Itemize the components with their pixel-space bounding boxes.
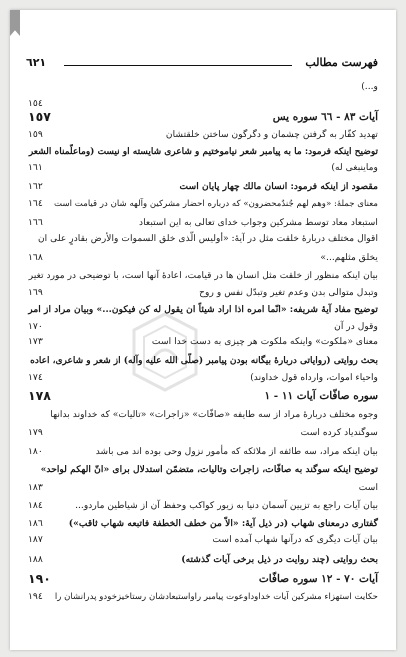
book-page xyxy=(10,10,396,650)
entry-title: توضيح اينكه فرمود: ما به پيامبر شعر نياموختيم و شاعرى شايسته او نيست (وماعلّمناه الشعر xyxy=(28,147,378,157)
entry-title: توضيح مفاد آيۀ شريفه: «انّما امره اذا اراد شيئاً ان يقول له كن فيكون...» وبيان مراد از امر xyxy=(28,304,378,315)
entry-title: معناى «ملكوت» واينكه ملكوت هر چيزى به دست خدا است xyxy=(151,336,378,347)
entry-title: واحياء اموات، وارداه قول خداوند) xyxy=(250,372,378,383)
toc-entry[interactable] xyxy=(28,231,378,247)
entry-page-number: ١٨٦ xyxy=(28,518,43,529)
entry-title: است xyxy=(358,482,378,493)
toc-entry[interactable] xyxy=(28,370,378,386)
entry-page-number: ١٧٠ xyxy=(28,321,43,332)
entry-title: گفتارى درمعناى شهاب (در ذيل آيۀ: «الاّ من خطف الخطفة فاتبعه شهاب ثاقب») xyxy=(68,518,378,529)
toc-entry[interactable] xyxy=(28,144,378,160)
entry-page-number: ١٨٤ xyxy=(28,500,43,511)
toc-entry[interactable] xyxy=(28,179,378,195)
entry-page-number: ١٨٠ xyxy=(28,446,43,457)
entry-page-number: ١٦١ xyxy=(28,162,43,173)
entry-title: تهديد كفّار به گرفتن چشمان و دگرگون ساختن خلقتشان xyxy=(165,129,378,140)
entry-title: معناى جملۀ: «وهم لهم جُندٌمحضرون» كه درباره احضار مشركين وآلهه شان در قيامت است xyxy=(54,199,378,209)
toc-entry[interactable] xyxy=(28,516,378,532)
entry-page-number: ١٩٤ xyxy=(28,591,43,602)
entry-title: توضيح اينكه سوگند به صافّات، زاجرات وتاليات، متضمّن استدلال براى «انّ الهكم لواحد» xyxy=(40,464,378,475)
bookmark-icon[interactable] xyxy=(10,10,20,36)
entry-title: بيان آيات ديگرى كه درآنها شهاب آمده است xyxy=(212,534,378,545)
entry-page-number: ١٦٢ xyxy=(28,181,43,192)
toc-entry[interactable] xyxy=(28,480,378,496)
entry-title: سوگندياد كرده است xyxy=(300,427,378,438)
entry-title: استبعاد معاد توسط مشركين وجواب خداى تعالى به اين استبعاد xyxy=(139,217,378,228)
entry-title: وتبدل متوالى بدن وعدم تغير وتبدّل نفس و روح xyxy=(199,287,378,298)
entry-title: وجوه مختلف دربارۀ مراد از سه طايفه «صافّات» «زاجرات» «تاليات» كه خداوند بدانها xyxy=(50,409,378,420)
toc-entry[interactable] xyxy=(28,353,378,369)
entry-title: مقصود از اينكه فرمود: انسان مالك چهار پايان است xyxy=(179,181,378,192)
entry-page-number: ١٧٨ xyxy=(28,388,51,403)
toc-entry[interactable] xyxy=(28,407,378,423)
entry-title: بيان آيات راجع به تزيين آسمان دنيا به زيور كواكب وحفظ آن از شياطين ماردو... xyxy=(75,500,378,511)
entry-title: بيان اينكه منظور از خلقت مثل انسان ها در قيامت، اعادۀ آنها است، با توضيحى در مورد تغير xyxy=(28,270,378,281)
entry-page-number: ١٧٤ xyxy=(28,372,43,383)
toc-entry[interactable] xyxy=(28,334,378,350)
toc-entry[interactable] xyxy=(28,498,378,514)
toc-entry[interactable] xyxy=(28,444,378,460)
entry-title: اقوال مختلف دربارۀ خلقت مثل در آيۀ: «أوليس الّذى خلق السموات والأرض بقادرٍ على ان xyxy=(37,233,378,244)
toc-entry[interactable] xyxy=(28,79,378,95)
entry-page-number: ١٨٣ xyxy=(28,482,43,493)
section-heading-row[interactable] xyxy=(28,109,378,125)
toc-entry[interactable] xyxy=(28,319,378,335)
entry-title: حكايت استهزاء مشركين آيات خداوداوعوت پيامبر راواستبعادشان رستاخيزخودو پدرانشان را xyxy=(54,592,378,602)
section-heading-row[interactable] xyxy=(28,571,378,587)
toc-entry[interactable] xyxy=(28,160,378,176)
toc-entry[interactable] xyxy=(28,196,378,212)
entry-title: وقول در آن xyxy=(334,321,378,332)
page-number: ٦٢١ xyxy=(26,56,47,69)
page-header xyxy=(26,56,378,70)
entry-title: سوره صافّات آيات ١١ - ١ xyxy=(264,390,378,402)
entry-title: وماينبغى له) xyxy=(331,162,378,173)
header-rule xyxy=(64,65,292,66)
entry-title: بيان اينكه مراد، سه طائفه از ملائكه كه مأمور نزول وحى بوده اند مى باشد xyxy=(95,446,378,457)
entry-title: بحث روايتى (رواياتى دربارۀ بيگانه بودن پيامبر (صلّى الله عليه وآله) از شعر و شاعرى، اعاده xyxy=(30,356,378,366)
entry-title: آيات ٧٠ - ١٢ سوره صافّات xyxy=(258,573,378,585)
entry-page-number: ١٦٨ xyxy=(28,252,43,263)
toc-entry[interactable] xyxy=(28,462,378,478)
toc-entry[interactable] xyxy=(28,552,378,568)
entry-page-number: ١٧٩ xyxy=(28,427,43,438)
toc-entry[interactable] xyxy=(28,589,378,605)
toc-entry[interactable] xyxy=(28,285,378,301)
section-heading-row[interactable] xyxy=(28,388,378,404)
toc-entry[interactable] xyxy=(28,425,378,441)
entry-page-number: ١٥٤ xyxy=(28,98,43,109)
entry-page-number: ١٨٨ xyxy=(28,554,43,565)
toc-entry[interactable] xyxy=(28,127,378,143)
entry-title: بحث روايتى (چند روايت در ذيل برخى آيات گذشته) xyxy=(181,554,378,565)
entry-page-number: ١٦٤ xyxy=(28,198,43,209)
toc-entry[interactable] xyxy=(28,532,378,548)
entry-title: آيات ٨٣ - ٦٦ سوره يس xyxy=(272,111,378,123)
entry-page-number: ١٧٣ xyxy=(28,336,43,347)
entry-page-number: ١٦٩ xyxy=(28,287,43,298)
entry-title: و...) xyxy=(361,81,378,92)
toc-entry[interactable] xyxy=(28,302,378,318)
entry-page-number: ١٥٩ xyxy=(28,129,43,140)
entry-page-number: ١٥٧ xyxy=(28,109,51,124)
entry-page-number: ١٦٦ xyxy=(28,217,43,228)
toc-entry[interactable] xyxy=(28,268,378,284)
toc-entry[interactable] xyxy=(28,215,378,231)
entry-page-number: ١٩٠ xyxy=(28,571,51,586)
entry-page-number: ١٨٧ xyxy=(28,534,43,545)
toc-entry[interactable] xyxy=(28,250,378,266)
running-title: فهرست مطالب xyxy=(305,56,378,69)
entry-title: يخلق مثلهم...» xyxy=(320,252,378,263)
